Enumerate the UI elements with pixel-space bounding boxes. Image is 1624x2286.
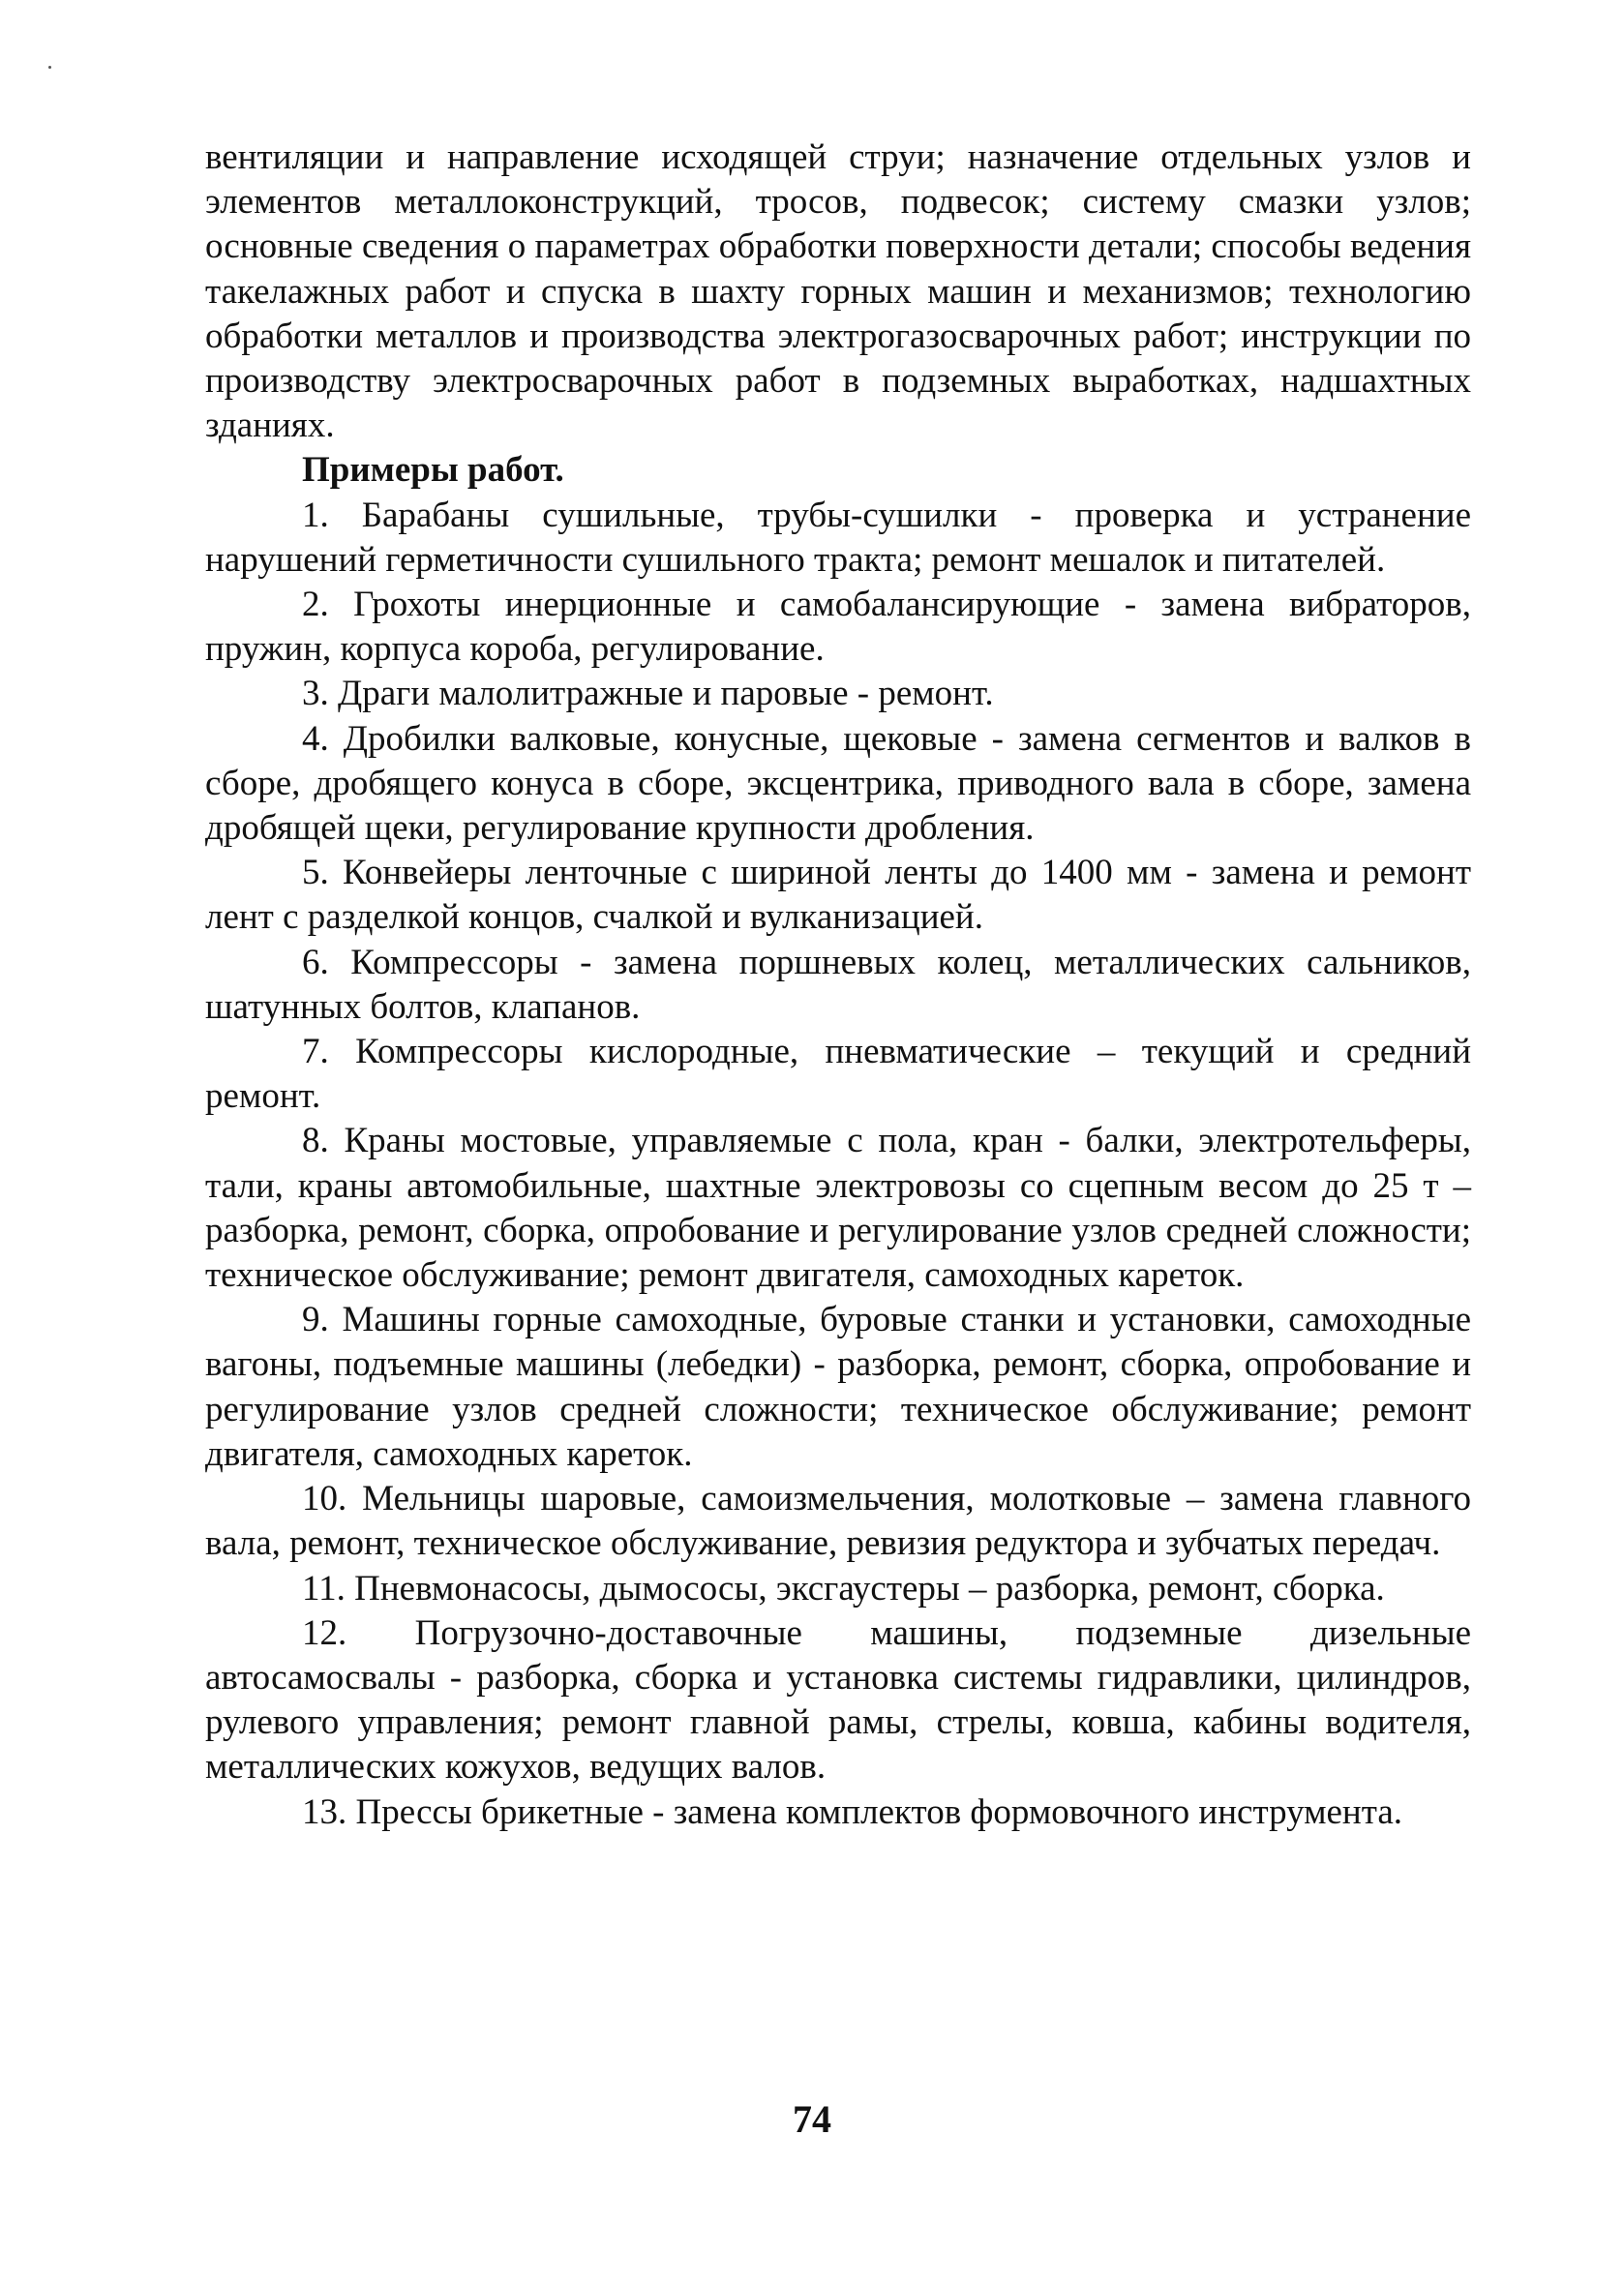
scan-artifact-dot	[48, 66, 51, 69]
section-heading: Примеры работ.	[302, 450, 564, 491]
list-item: 2. Грохоты инерционные и самобалансирующие - замена вибраторов, пружин, корпуса короба, регулирование.	[205, 585, 1471, 670]
list-item: 13. Прессы брикетные - замена комплектов формовочного инструмента.	[302, 1791, 1403, 1832]
list-item: 4. Дробилки валковые, конусные, щековые - замена сегментов и валков в сборе, дробящего конуса в сборе, эксцентрика, приводного вала в сборе, замена дробящей щеки, регулирование крупности дробления.	[205, 718, 1471, 849]
list-item: 12. Погрузочно-доставочные машины, подземные дизельные автосамосвалы - разборка, сборка и установка системы гидравлики, цилиндров, рулевого управления; ремонт главной рамы, стрелы, ковша, кабины водителя, металлических кожухов, ведущих валов.	[205, 1612, 1471, 1788]
intro-paragraph: вентиляции и направление исходящей струи; назначение отдельных узлов и элементов металлоконструкций, тросов, подвесок; систему смазки узлов; основные сведения о параметрах обработки поверхности детали; способы ведения такелажных работ и спуска в шахту горных машин и механизмов; технологию обработки металлов и производства электрогазосварочных работ; инструкции по производству электросварочных работ в подземных выработках, надшахтных зданиях.	[205, 137, 1471, 446]
list-item: 7. Компрессоры кислородные, пневматические – текущий и средний ремонт.	[205, 1032, 1471, 1117]
list-item: 6. Компрессоры - замена поршневых колец, металлических сальников, шатунных болтов, клапанов.	[205, 942, 1471, 1027]
body-text	[205, 135, 1471, 1835]
list-item: 9. Машины горные самоходные, буровые станки и установки, самоходные вагоны, подъемные машины (лебедки) - разборка, ремонт, сборка, опробование и регулирование узлов средней сложности; техническое обслуживание; ремонт двигателя, самоходных кареток.	[205, 1300, 1471, 1474]
list-item: 5. Конвейеры ленточные с шириной ленты до 1400 мм - замена и ремонт лент с разделкой концов, счалкой и вулканизацией.	[205, 853, 1471, 938]
page-number: 74	[793, 2097, 831, 2141]
list-item: 3. Драги малолитражные и паровые - ремонт.	[302, 674, 994, 714]
list-item: 10. Мельницы шаровые, самоизмельчения, молотковые – замена главного вала, ремонт, техническое обслуживание, ревизия редуктора и зубчатых передач.	[205, 1479, 1471, 1564]
list-item: 8. Краны мостовые, управляемые с пола, кран - балки, электротельферы, тали, краны автомобильные, шахтные электровозы со сцепным весом до 25 т – разборка, ремонт, сборка, опробование и регулирование узлов средней сложности; техническое обслуживание; ремонт двигателя, самоходных кареток.	[205, 1121, 1471, 1296]
list-item: 1. Барабаны сушильные, трубы-сушилки - проверка и устранение нарушений герметичности сушильного тракта; ремонт мешалок и питателей.	[205, 495, 1471, 580]
list-item: 11. Пневмонасосы, дымососы, эксгаустеры – разборка, ремонт, сборка.	[302, 1568, 1385, 1609]
